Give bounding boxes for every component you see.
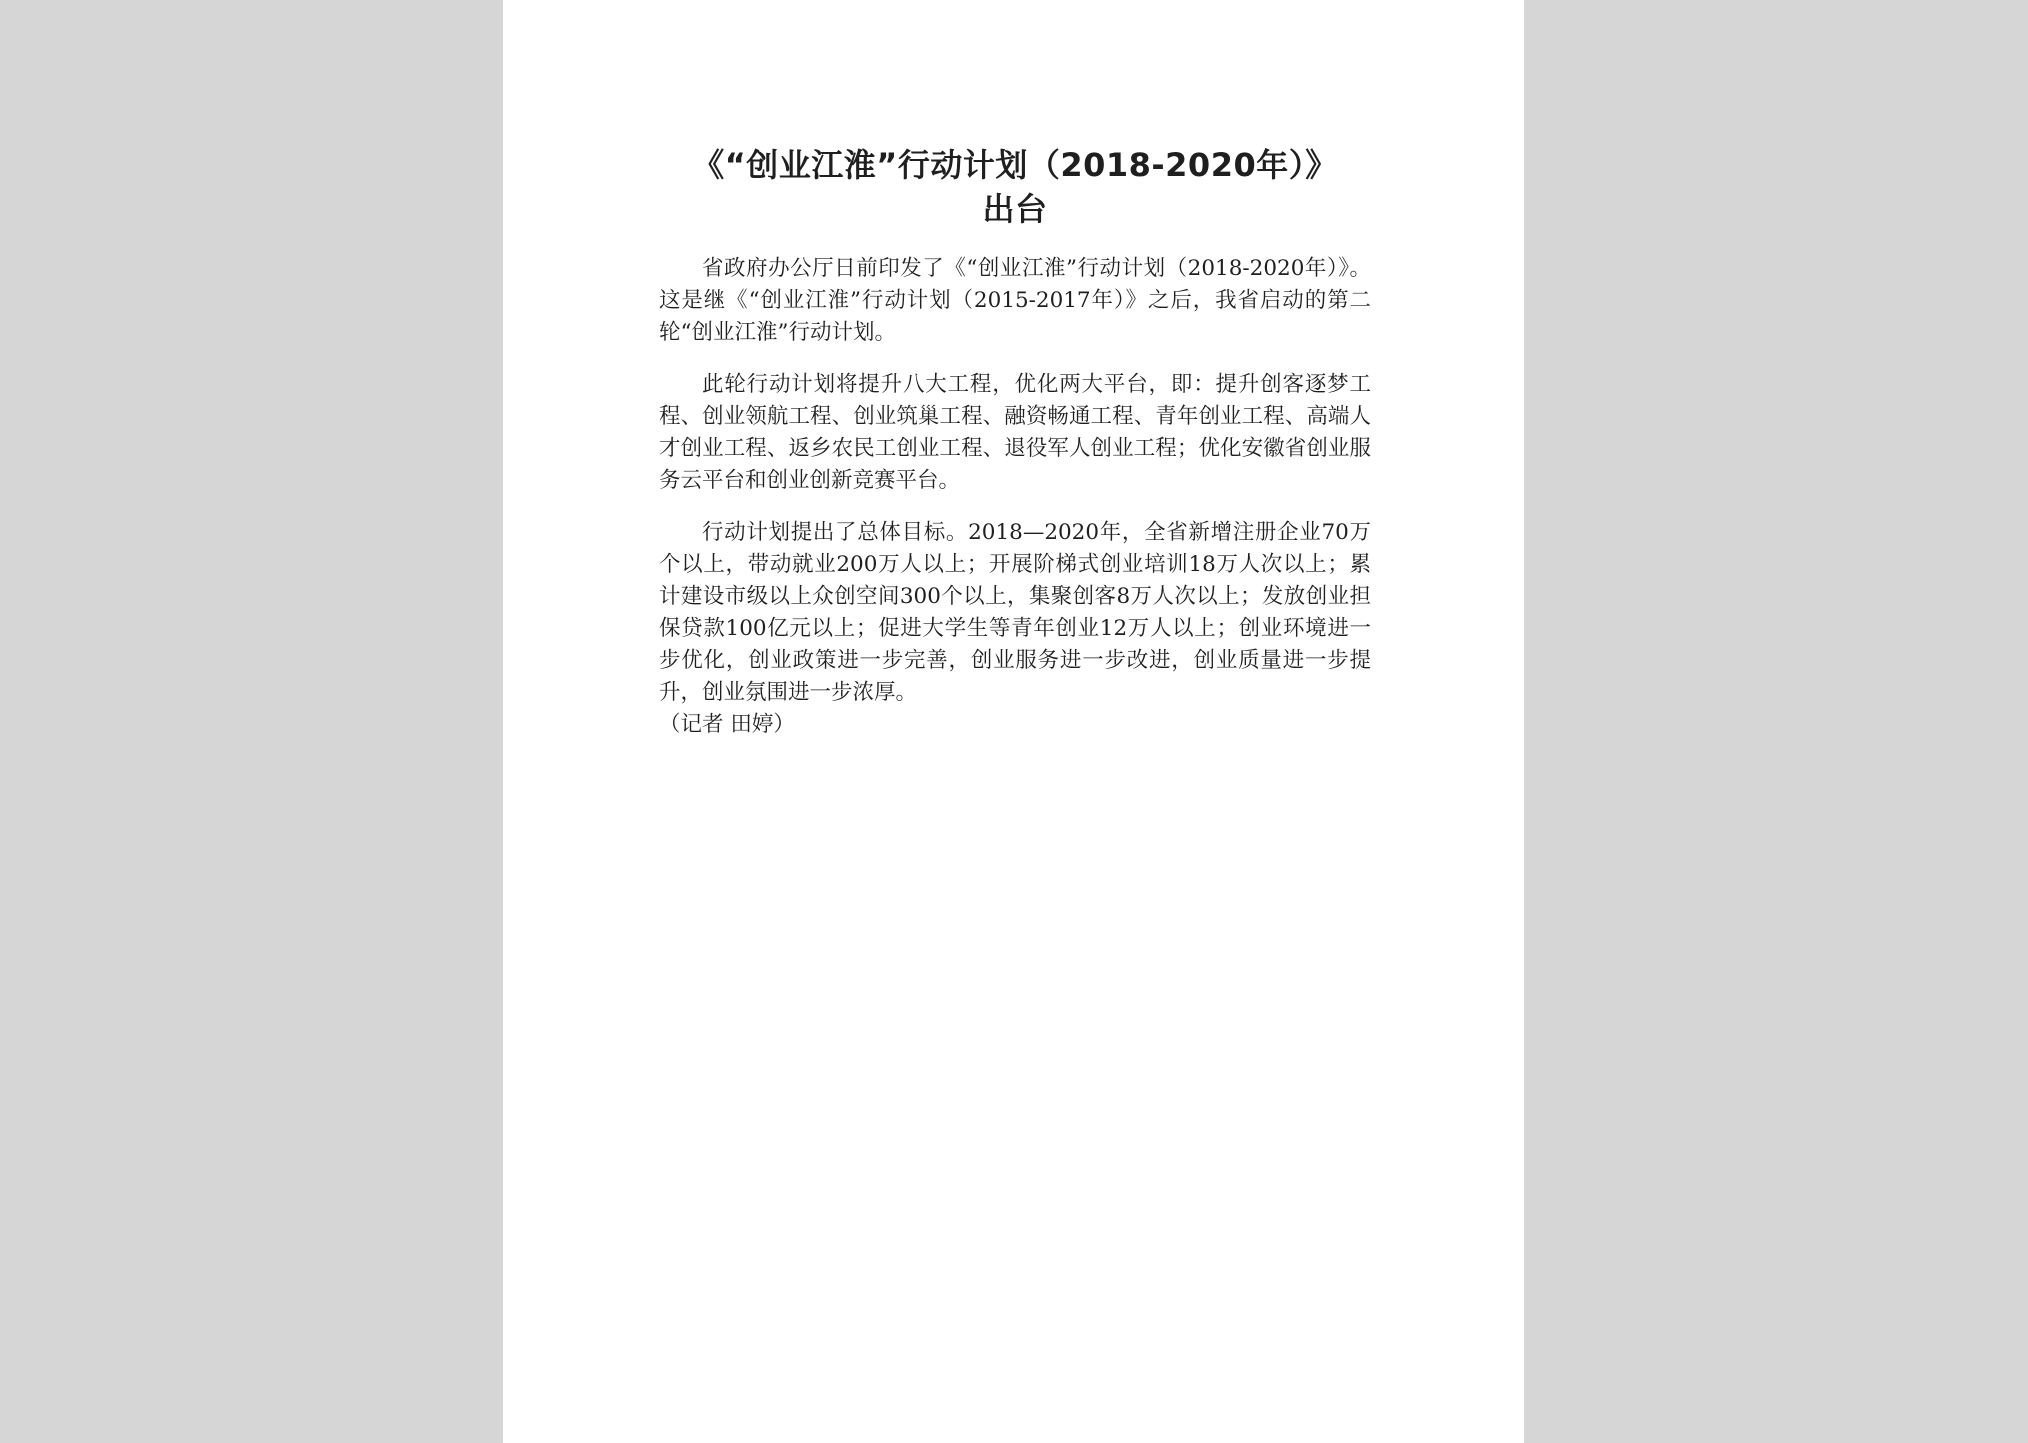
article-title-line-2: 出台 [982,190,1048,228]
document-page [503,0,1524,1443]
article-paragraph-2: 此轮行动计划将提升八大工程，优化两大平台，即：提升创客逐梦工程、创业领航工程、创业筑巢工程、融资畅通工程、青年创业工程、高端人才创业工程、返乡农民工创业工程、退役军人创业工程；优化安徽省创业服务云平台和创业创新竞赛平台。 [659,372,1371,493]
article-byline: （记者 田婷） [659,712,795,737]
article-paragraph-3: 行动计划提出了总体目标。2018—2020年，全省新增注册企业70万个以上，带动就业200万人以上；开展阶梯式创业培训18万人次以上；累计建设市级以上众创空间300个以上，集聚创客8万人次以上；发放创业担保贷款100亿元以上；促进大学生等青年创业12万人以上；创业环境进一步优化，创业政策进一步完善，创业服务进一步改进，创业质量进一步提升，创业氛围进一步浓厚。 [659,520,1371,705]
article-title-line-1: 《“创业江淮”行动计划（2018-2020年）》 [692,146,1338,184]
article-paragraph-1: 省政府办公厅日前印发了《“创业江淮”行动计划（2018-2020年）》。这是继《“创业江淮”行动计划（2015-2017年）》之后，我省启动的第二轮“创业江淮”行动计划。 [659,256,1371,345]
article-title [659,143,1371,231]
article-content [659,143,1371,741]
